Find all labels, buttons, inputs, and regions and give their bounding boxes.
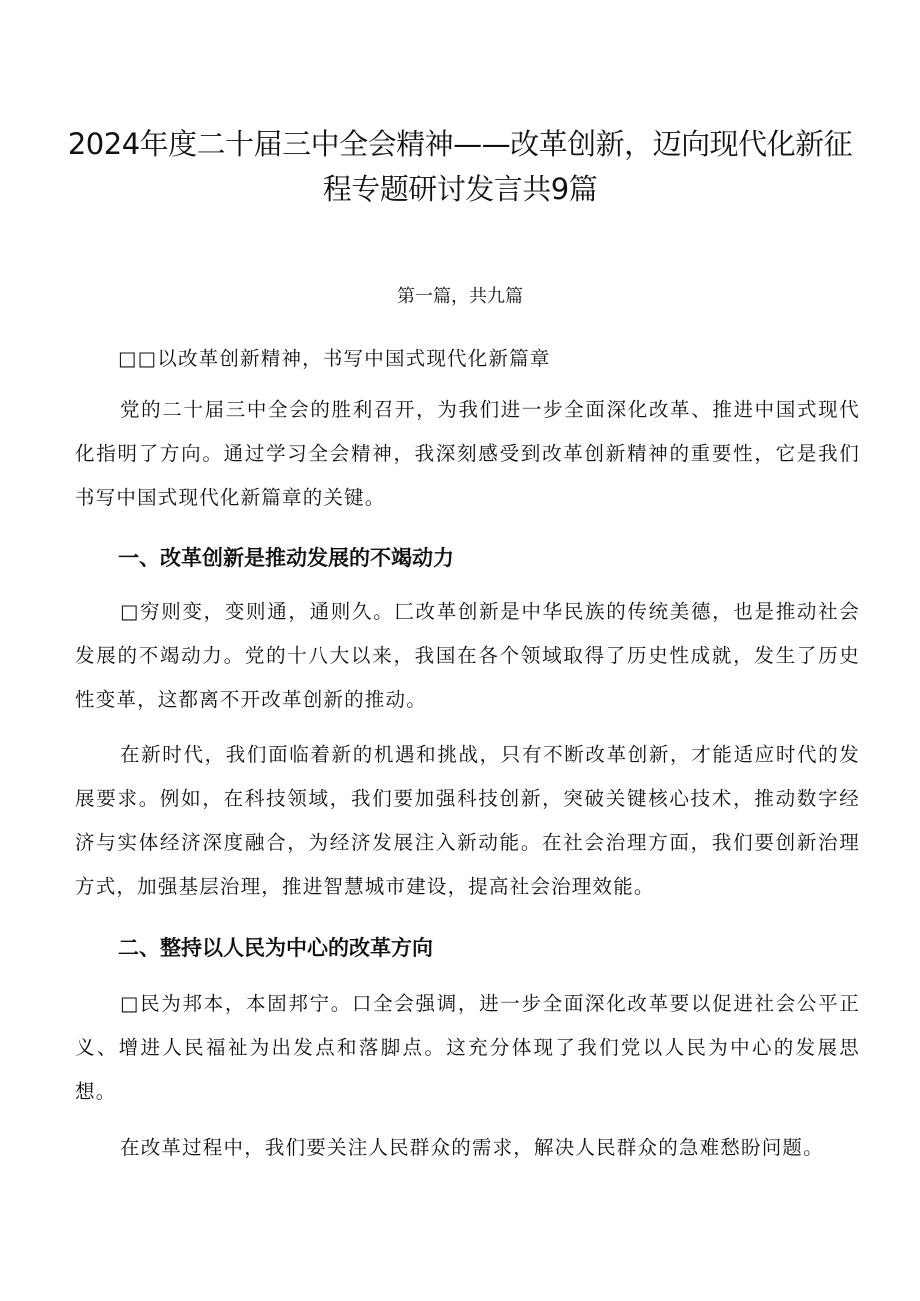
lead-line: □□以改革创新精神，书写中国式现代化新篇章 [118,347,551,370]
section1-paragraph-2: 在新时代，我们面临着新的机遇和挑战，只有不断改革创新，才能适应时代的发展要求。例如，在科技领域，我们要加强科技创新，突破关键核心技术，推动数字经济与实体经济深度融合，为经济发展注入新动能。在社会治理方面，我们要创新治理方式，加强基层治理，推进智慧城市建设，提高社会治理效能。 [75,743,860,898]
section2-paragraph-1: □民为邦本，本固邦宁。口全会强调，进一步全面深化改革要以促进社会公平正义、增进人民福祉为出发点和落脚点。这充分体现了我们党以人民为中心的发展思想。 [75,992,860,1103]
section1-paragraph-1: □穷则变，变则通，通则久。匚改革创新是中华民族的传统美德，也是推动社会发展的不竭动力。党的十八大以来，我国在各个领域取得了历史性成就，发生了历史性变革，这都离不开改革创新的推动。 [75,600,860,711]
document-title: 2024年度二十届三中全会精神——改革创新，迈向现代化新征程专题研讨发言共9篇 [67,127,853,206]
section-heading-1: 一、改革创新是推动发展的不竭动力 [118,546,454,570]
intro-paragraph: 党的二十届三中全会的胜利召开，为我们进一步全面深化改革、推进中国式现代化指明了方向。通过学习全会精神，我深刻感受到改革创新精神的重要性，它是我们书写中国式现代化新篇章的关键。 [75,398,860,509]
section-heading-2: 二、整持以人民为中心的改革方向 [118,936,433,960]
section2-paragraph-2: 在改革过程中，我们要关注人民群众的需求，解决人民群众的急难愁盼问题。 [120,1136,824,1159]
document-subtitle: 第一篇，共九篇 [397,286,523,307]
